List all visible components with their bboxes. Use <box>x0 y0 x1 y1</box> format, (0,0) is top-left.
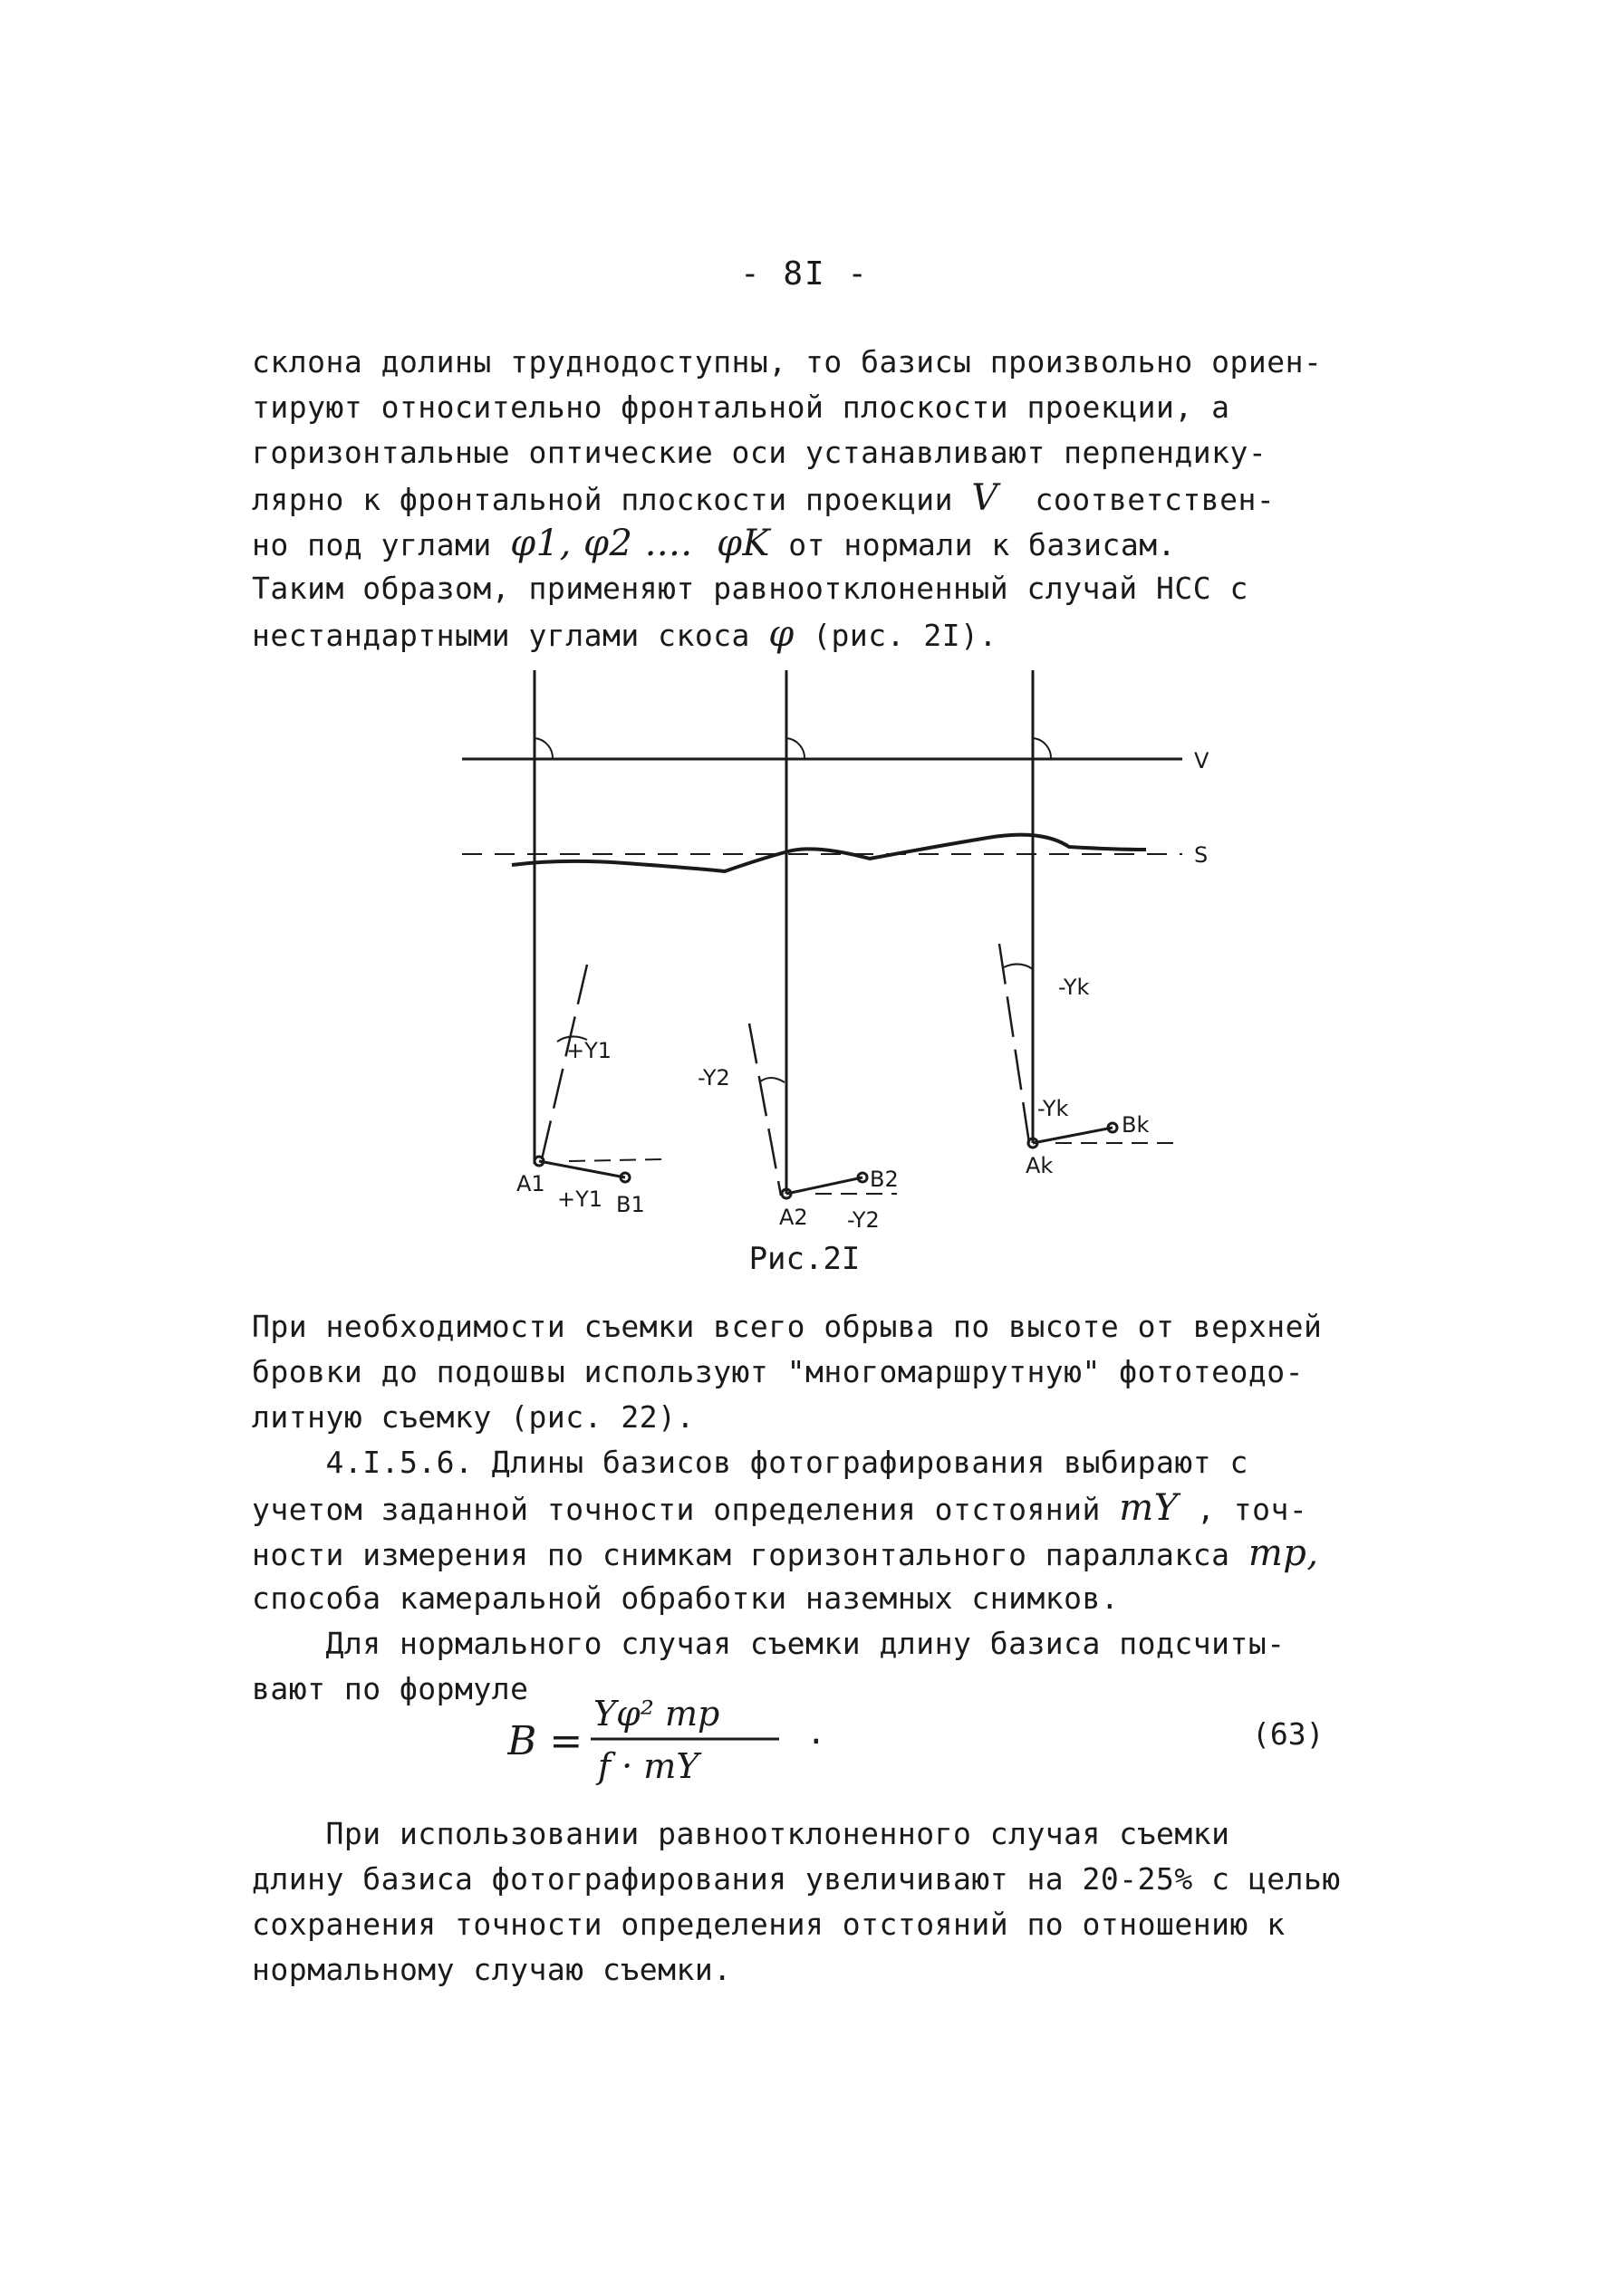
paragraph-multiroute-survey <box>252 1304 1339 1440</box>
formula-number: (63) <box>1252 1716 1325 1752</box>
symbol-mp: mp, <box>1248 1532 1319 1574</box>
text-line: склона долины труднодоступны, то базисы произвольно ориен- <box>252 344 1323 379</box>
text-line: При необходимости съемки всего обрыва по высоте от верхней <box>252 1309 1323 1344</box>
symbol-v: V <box>971 477 998 519</box>
text-fragment: нестандартными углами скоса <box>252 618 769 653</box>
formula-lhs: B = <box>507 1718 583 1764</box>
symbol-phi: φ <box>768 613 795 655</box>
label-minus-y2-left: -Y2 <box>698 1065 730 1090</box>
text-fragment: от нормали к базисам. <box>769 527 1176 562</box>
label-minus-y2-bottom: -Y2 <box>847 1207 880 1233</box>
base-a2-b2 <box>786 1177 862 1194</box>
page-number: - 8I - <box>739 255 870 293</box>
terrain-profile-line <box>512 835 1146 871</box>
label-s: S <box>1194 842 1209 868</box>
figure-caption: Рис.2I <box>748 1241 861 1277</box>
optical-axis-k <box>999 944 1029 1143</box>
angle-arc-yk <box>1004 964 1033 969</box>
text-line: вают по формуле <box>252 1671 529 1706</box>
angle-arc-v1 <box>535 738 553 759</box>
paragraph-equal-deviation <box>252 1811 1339 1993</box>
text-fragment: но под углами <box>252 527 511 562</box>
text-line: длину базиса фотографирования увеличивают на 20-25% с целью <box>252 1861 1341 1897</box>
text-line <box>252 1485 1339 1531</box>
text-line: сохранения точности определения отстояний по отношению к <box>252 1907 1286 1942</box>
paragraph-base-length <box>252 1440 1339 1621</box>
formula-63 <box>507 1689 960 1789</box>
text-line: бровки до подошвы используют "многомаршрутную" фототеодо- <box>252 1354 1304 1389</box>
label-plus-y1-bottom: +Y1 <box>557 1186 603 1212</box>
symbol-phi-list: φ1, φ2 .... φK <box>510 523 770 564</box>
label-v: V <box>1194 748 1209 773</box>
text-line: горизонтальные оптические оси устанавливают перпендику- <box>252 435 1267 470</box>
label-minus-yk-top: -Yk <box>1058 975 1090 1000</box>
text-line: Таким образом, применяют равноотклоненный случай НСС с <box>252 571 1248 606</box>
text-line: Для нормального случая съемки длину базиса подсчиты- <box>252 1626 1286 1661</box>
text-line: нормальному случаю съемки. <box>252 1952 732 1987</box>
formula-denominator: f · mY <box>598 1746 699 1786</box>
text-fragment: , точ- <box>1178 1492 1308 1527</box>
text-fragment: учетом заданной точности определения отстояний <box>252 1492 1120 1527</box>
text-line: тируют относительно фронтальной плоскости проекции, а <box>252 389 1230 425</box>
angle-arc-v2 <box>786 738 804 759</box>
text-line: При использовании равноотклоненного случая съемки <box>252 1816 1230 1851</box>
text-line <box>252 1531 1339 1576</box>
label-b1: B1 <box>616 1192 645 1217</box>
base-ak-bk <box>1033 1128 1113 1143</box>
normal-1 <box>569 1159 661 1161</box>
text-fragment: лярно к фронтальной плоскости проекции <box>252 482 972 517</box>
label-b2: B2 <box>870 1167 899 1192</box>
optical-axis-2 <box>749 1023 781 1196</box>
label-bk: Bk <box>1122 1112 1150 1138</box>
text-line: литную съемку (рис. 22). <box>252 1399 695 1435</box>
label-ak: Ak <box>1026 1153 1054 1178</box>
text-fragment: соответствен- <box>997 482 1276 517</box>
text-fragment: (рис. 2I). <box>794 618 997 653</box>
text-line: 4.I.5.6. Длины базисов фотографирования выбирают с <box>252 1445 1248 1480</box>
base-a1-b1 <box>539 1161 625 1177</box>
formula-numerator: Yφ² mp <box>593 1694 720 1734</box>
label-a2: A2 <box>779 1205 808 1230</box>
text-line: способа камеральной обработки наземных снимков. <box>252 1580 1120 1616</box>
label-minus-yk-mid: -Yk <box>1037 1096 1069 1121</box>
symbol-my: mY <box>1119 1487 1179 1529</box>
text-fragment: ности измерения по снимкам горизонтального параллакса <box>252 1537 1248 1572</box>
label-a1: A1 <box>516 1171 545 1196</box>
figure-lines <box>462 670 1182 1198</box>
label-plus-y1-top: +Y1 <box>566 1038 612 1063</box>
angle-arc-vk <box>1033 738 1051 759</box>
formula-trailing-dot: . <box>806 1715 826 1752</box>
angle-arc-y2 <box>759 1078 785 1082</box>
